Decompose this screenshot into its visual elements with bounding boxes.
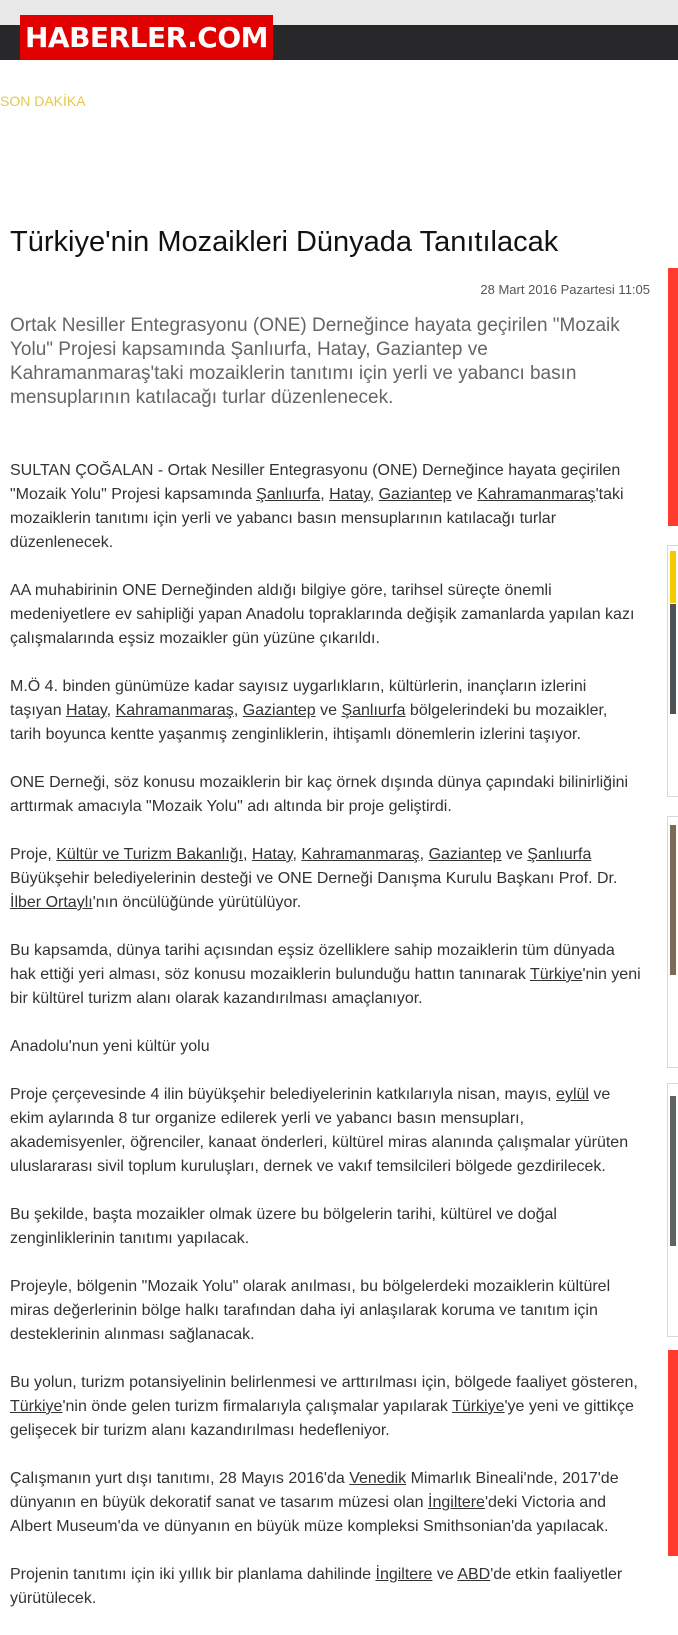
keyword-link[interactable]: Türkiye (10, 1398, 63, 1415)
article-paragraph (10, 459, 642, 555)
paragraph-text: Proje, (10, 846, 57, 863)
paragraph-text: ONE Derneği, söz konusu mozaiklerin bir kaç örnek dışında dünya çapındaki bilinirliğini arttırmak amacıyla "Mozaik Yolu" adı altında bir proje geliştirdi. (10, 774, 629, 815)
paragraph-text: Proje çerçevesinde 4 ilin büyükşehir belediyelerinin katkılarıyla nisan, mayıs, (10, 1086, 557, 1103)
article-paragraph (10, 1275, 642, 1347)
article-paragraph (10, 1203, 642, 1251)
paragraph-text: 'ye yeni ve gittikçe gelişecek bir turizm alanı kazandırılması hedefleniyor. (10, 1398, 634, 1439)
keyword-link[interactable]: Kahramanmaraş (115, 702, 234, 719)
article-paragraph (10, 1083, 642, 1179)
paragraph-text: Bu kapsamda, dünya tarihi açısından eşsiz özelliklere sahip mozaiklerin tüm dünyada hak ettiği yeri alması, söz konusu mozaiklerin bulunduğu hattın tanınarak (10, 942, 615, 983)
article-paragraph (10, 1371, 642, 1443)
keyword-link[interactable]: Hatay (66, 702, 107, 719)
paragraph-text: 'taki mozaiklerin tanıtımı için yerli ve yabancı basın mensuplarının katılacağı turlar düzenlenecek. (10, 486, 624, 551)
paragraph-text: , (419, 846, 429, 863)
paragraph-text: Projeyle, bölgenin "Mozaik Yolu" olarak anılması, bu bölgelerdeki mozaiklerin kültürel miras değerlerinin bölge halkı tarafından daha iyi anlaşılarak koruma ve tanıtım için desteklerinin alınması sağlanacak. (10, 1278, 611, 1343)
paragraph-text: SULTAN ÇOĞALAN - Ortak Nesiller Entegrasyonu (ONE) Derneğince hayata geçirilen "Mozaik Yolu" Projesi kapsamında (10, 462, 621, 503)
keyword-link[interactable]: Şanlıurfa (256, 486, 321, 503)
paragraph-text: 'nin yeni bir kültürel turizm alanı olarak kazandırılması amaçlanıyor. (10, 966, 641, 1007)
keyword-link[interactable]: ABD (457, 1566, 491, 1583)
article-body (10, 459, 642, 1635)
article-date: 28 Mart 2016 Pazartesi 11:05 (480, 282, 650, 297)
article-paragraph (10, 1563, 642, 1611)
article-paragraph (10, 675, 642, 747)
paragraph-text: Büyükşehir belediyelerinin desteği ve ONE Derneği Danışma Kurulu Başkanı Prof. Dr. (10, 870, 618, 887)
article-title: Türkiye'nin Mozaikleri Dünyada Tanıtılacak (10, 226, 559, 258)
article-paragraph (10, 579, 642, 651)
article-paragraph (10, 1467, 642, 1539)
keyword-link[interactable]: Gaziantep (242, 702, 316, 719)
keyword-link[interactable]: Hatay (251, 846, 293, 863)
keyword-link[interactable]: eylül (556, 1086, 589, 1103)
paragraph-text: ve (501, 846, 528, 863)
sidebar-ad-top[interactable] (668, 268, 678, 526)
paragraph-text: 'de etkin faaliyetler yürütülecek. (10, 1566, 623, 1607)
keyword-link[interactable]: Gaziantep (378, 486, 452, 503)
article-paragraph (10, 939, 642, 1011)
paragraph-text: , (106, 702, 116, 719)
paragraph-text: , (243, 846, 252, 863)
keyword-link[interactable]: Şanlıurfa (527, 846, 592, 863)
news-card-image (670, 825, 676, 975)
sidebar-news-card[interactable] (667, 1083, 678, 1337)
paragraph-text: ve (451, 486, 478, 503)
article-paragraph (10, 843, 642, 915)
news-card-image (670, 1096, 676, 1246)
paragraph-text: ve (315, 702, 342, 719)
paragraph-text: ve ekim aylarında 8 tur organize edilerek yerli ve yabancı basın mensupları, akademisyenler, öğrenciler, kanaat önderleri, kültürel miras alanında çalışmalar yürüten uluslararası sivil toplum kuruluşları, dernek ve vakıf temsilcileri bölgede gezdirilecek. (10, 1086, 629, 1175)
keyword-link[interactable]: Kültür ve Turizm Bakanlığı (56, 846, 243, 863)
paragraph-text: AA muhabirinin ONE Derneğinden aldığı bilgiye göre, tarihsel süreçte önemli medeniyetlere ev sahipliği yapan Anadolu topraklarında değişik zamanlarda yapılan kazı çalışmalarında eşsiz mozaikler gün yüzüne çıkarıldı. (10, 582, 635, 647)
keyword-link[interactable]: Gaziantep (428, 846, 502, 863)
paragraph-text: Anadolu'nun yeni kültür yolu (10, 1038, 210, 1055)
site-logo[interactable]: HABERLER.COM (20, 15, 273, 60)
paragraph-text: , (233, 702, 243, 719)
paragraph-text: 'nin önde gelen turizm firmalarıyla çalışmalar yapılarak (62, 1398, 453, 1415)
paragraph-text: Bu yolun, turizm potansiyelinin belirlenmesi ve arttırılması için, bölgede faaliyet gösteren, (10, 1374, 638, 1391)
paragraph-text: ve (432, 1566, 458, 1583)
paragraph-text: Çalışmanın yurt dışı tanıtımı, 28 Mayıs 2016'da (10, 1470, 350, 1487)
sidebar-news-card[interactable] (667, 816, 678, 1068)
breaking-news-link[interactable]: SON DAKİKA (0, 93, 86, 109)
paragraph-text: bölgelerindeki bu mozaikler, tarih boyunca kentte yaşanmış zenginliklerin, ihtişamlı dönemlerin izlerini taşıyor. (10, 702, 608, 743)
paragraph-text: 'nın öncülüğünde yürütülüyor. (92, 894, 302, 911)
news-card-image (670, 604, 676, 714)
paragraph-text: , (292, 846, 302, 863)
keyword-link[interactable]: Şanlıurfa (341, 702, 406, 719)
keyword-link[interactable]: Venedik (349, 1470, 407, 1487)
paragraph-text: , (369, 486, 379, 503)
paragraph-text: Projenin tanıtımı için iki yıllık bir planlama dahilinde (10, 1566, 376, 1583)
paragraph-text: Mimarlık Bineali'nde, 2017'de dünyanın en büyük dekoratif sanat ve tasarım müzesi olan (10, 1470, 619, 1511)
keyword-link[interactable]: Kahramanmaraş (477, 486, 596, 503)
keyword-link[interactable]: Kahramanmaraş (301, 846, 420, 863)
paragraph-text: M.Ö 4. binden günümüze kadar sayısız uygarlıkların, kültürlerin, inançların izlerini taşıyan (10, 678, 587, 719)
article-paragraph (10, 1035, 642, 1059)
sidebar-ad-bottom[interactable] (668, 1350, 678, 1556)
sidebar-news-card[interactable] (667, 545, 678, 797)
keyword-link[interactable]: İngiltere (375, 1566, 433, 1583)
paragraph-text: Bu şekilde, başta mozaikler olmak üzere bu bölgelerin tarihi, kültürel ve doğal zenginliklerinin tanıtımı yapılacak. (10, 1206, 557, 1247)
keyword-link[interactable]: Hatay (329, 486, 370, 503)
keyword-link[interactable]: Türkiye (452, 1398, 505, 1415)
keyword-link[interactable]: İlber Ortaylı (10, 894, 93, 911)
keyword-link[interactable]: Türkiye (530, 966, 583, 983)
paragraph-text: 'deki Victoria and Albert Museum'da ve dünyanın en büyük müze kompleksi Smithsonian'da yapılacak. (10, 1494, 609, 1535)
keyword-link[interactable]: İngiltere (428, 1494, 485, 1511)
article-paragraph (10, 771, 642, 819)
news-card-accent (670, 551, 676, 603)
paragraph-text: , (320, 486, 330, 503)
article-lead: Ortak Nesiller Entegrasyonu (ONE) Derneğince hayata geçirilen "Mozaik Yolu" Projesi kapsamında Şanlıurfa, Hatay, Gaziantep ve Kahramanmaraş'taki mozaiklerin tanıtımı için yerli ve yabancı basın mensuplarının katılacağı turlar düzenlenecek. (10, 315, 620, 408)
